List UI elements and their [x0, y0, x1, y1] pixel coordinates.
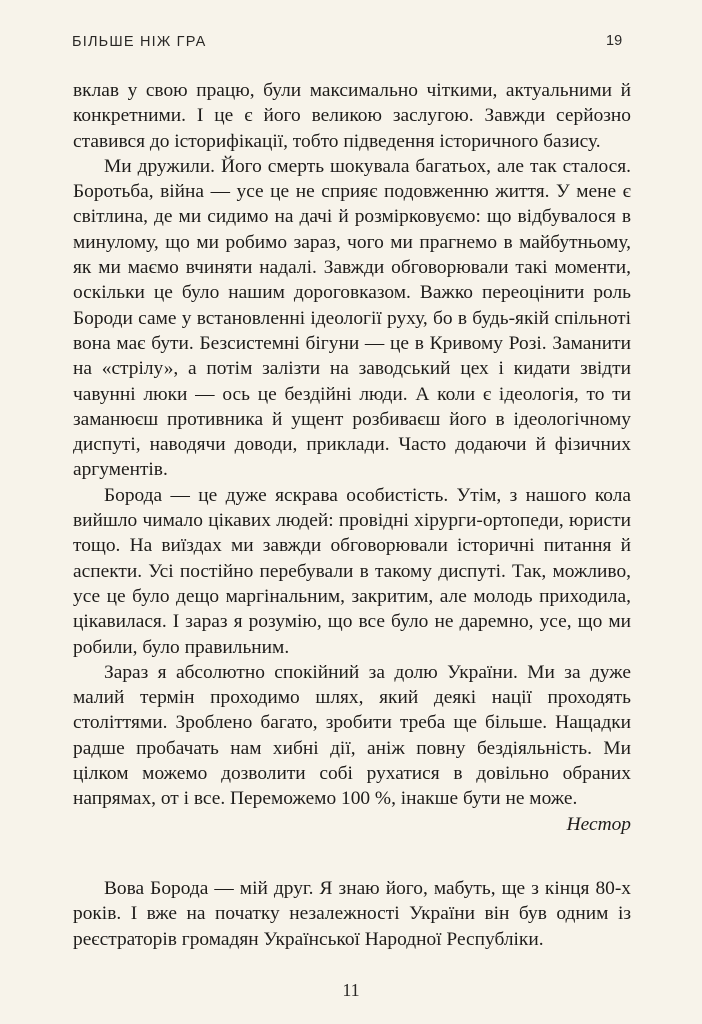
paragraph-5: Вова Борода — мій друг. Я знаю його, мабуть, ще з кінця 80-х років. І вже на початку незалежності України він був одним із реєстраторів громадян Української Народної Республіки.: [73, 878, 631, 950]
author-signature: Нестор: [566, 813, 631, 835]
paragraph-3: Борода — це дуже яскрава особистість. Утім, з нашого кола вийшло чимало цікавих людей: провідні хірурги-ортопеди, юристи тощо. На виїздах ми завжди обговорювали історичні питання й аспекти. Усі постійно перебували в такому диспуті. Так, можливо, усе це було дещо маргінальним, закритим, але молодь приходила, цікавилася. І зараз я розумію, що все було не даремно, усе, що ми робили, було правильним.: [73, 484, 631, 658]
running-title: БІЛЬШЕ НІЖ ГРА: [72, 34, 207, 50]
header-page-number: 19: [606, 33, 623, 49]
main-text-block: [73, 78, 631, 837]
paragraph-2: Ми дружили. Його смерть шокувала багатьох, але так сталося. Боротьба, війна — усе це не сприяє подовженню життя. У мене є світлина, де ми сидимо на дачі й розмірковуємо: що відбувалося в минулому, що ми робимо зараз, чого ми прагнемо в майбутньому, як ми маємо вчиняти надалі. Завжди обговорювали такі моменти, оскільки це було нашим дороговказом. Важко переоцінити роль Бороди саме у встановленні ідеології руху, бо в будь-якій спільноті вона має бути. Безсистемні бігуни — це в Кривому Розі. Заманити на «стрілу», а потім залізти на заводський цех і кидати звідти чавунні люки — ось це бездійні люди. А коли є ідеологія, то ти заманюєш противника й ущент розбиваєш його в ідеологічному диспуті, наводячи доводи, приклади. Часто додаючи й фізичних аргументів.: [73, 155, 631, 481]
paragraph-4: Зараз я абсолютно спокійний за долю України. Ми за дуже малий термін проходимо шлях, який деякі нації проходять століттями. Зроблено багато, зробити треба ще більше. Нащадки радше пробачать нам хибні дії, аніж повну бездіяльність. Ми цілком можемо дозволити собі рухатися в довільно обраних напрямах, от і все. Переможемо 100 %, інакше бути не може.: [73, 661, 631, 810]
footer-page-number: 11: [342, 980, 360, 1000]
paragraph-1: вклав у свою працю, були максимально чіткими, актуальними й конкретними. І це є його великою заслугою. Завжди серйозно ставився до історифікації, тобто підведення історичного базису.: [73, 80, 631, 152]
second-text-block: [73, 876, 631, 952]
